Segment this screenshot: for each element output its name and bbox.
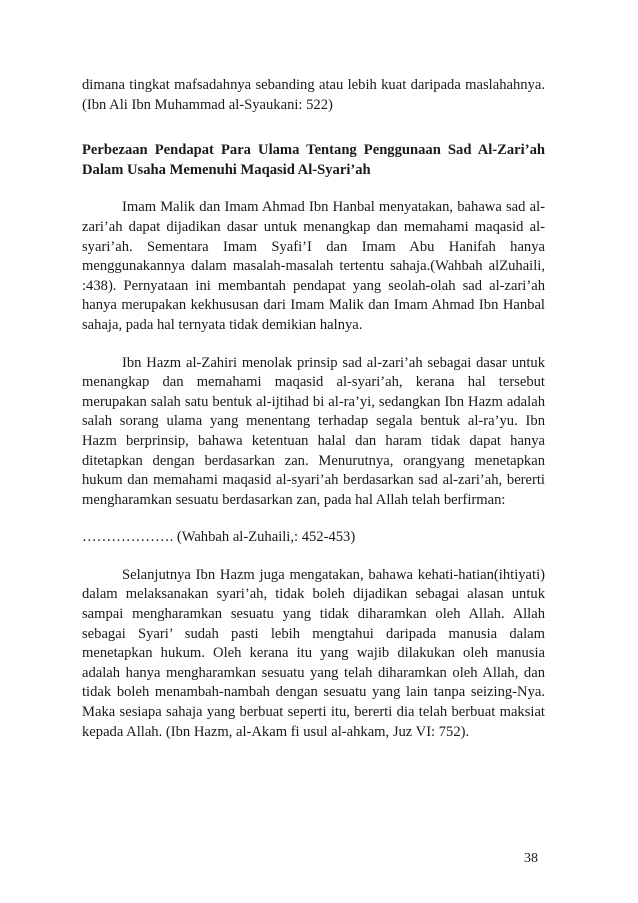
page-number: 38 — [524, 851, 538, 866]
paragraph-ibn-hazm: Ibn Hazm al-Zahiri menolak prinsip sad al-zari’ah sebagai dasar untuk menangkap dan memahami maqasid al-syari’ah, kerana hal tersebut merupakan salah satu bentuk al-ijtihad bi al-ra’yi, sedangkan Ibn Hazm adalah salah sorang ulama yang menentang terhadap segala bentuk al-ra’yu. Ibn Hazm berprinsip, bahawa ketentuan halal dan haram tidak dapat hanya ditetapkan dengan berdasarkan zan. Menurutnya, orangyang menetapkan hukum dan memahami maqasid al-syari’ah berdasarkan sad al-zari’ah, bererti mengharamkan sesuatu berdasarkan zan, pada hal Allah telah berfirman: — [82, 354, 545, 508]
paragraph-selanjutnya: Selanjutnya Ibn Hazm juga mengatakan, bahawa kehati-hatian(ihtiyati) dalam melaksanakan syari’ah, tidak boleh dijadikan sebagai alasan untuk sampai mengharamkan sesuatu yang tidak diharamkan oleh Allah. Allah sebagai Syari’ sudah pasti lebih mengtahui daripada manusia dalam menetapkan hukum. Oleh kerana itu yang wajib dilakukan oleh manusia adalah hanya mengharamkan sesuatu yang telah diharamkan oleh Allah, dan tidak boleh menambah-nambah dengan sesuatu yang lain tanpa seizing-Nya. Maka sesiapa sahaja yang berbuat seperti itu, bererti dia telah berbuat maksiat kepada Allah. (Ibn Hazm, al-Akam fi usul al-ahkam, Juz VI: 752). — [82, 566, 545, 740]
page-body — [82, 76, 545, 742]
citation-line: ………………. (Wahbah al-Zuhaili,: 452-453) — [82, 529, 356, 546]
intro-paragraph: dimana tingkat mafsadahnya sebanding atau lebih kuat daripada maslahahnya. (Ibn Ali Ibn Muhammad al-Syaukani: 522) — [82, 77, 545, 113]
section-heading: Perbezaan Pendapat Para Ulama Tentang Penggunaan Sad Al-Zari’ah Dalam Usaha Memenuhi Maqasid Al-Syari’ah — [82, 142, 545, 178]
paragraph-imam-malik: Imam Malik dan Imam Ahmad Ibn Hanbal menyatakan, bahawa sad al-zari’ah dapat dijadikan dasar untuk menangkap dan memahami maqasid al-syari’ah. Sementara Imam Syafi’I dan Imam Abu Hanifah hanya menggunakannya dalam masalah-masalah tertentu sahaja.(Wahbah alZuhaili, :438). Pernyataan ini membantah pendapat yang seolah-olah sad al-zari’ah hanya merupakan kekhususan dari Imam Malik dan Imam Ahmad Ibn Hanbal sahaja, pada hal ternyata tidak demikian halnya. — [82, 199, 545, 333]
